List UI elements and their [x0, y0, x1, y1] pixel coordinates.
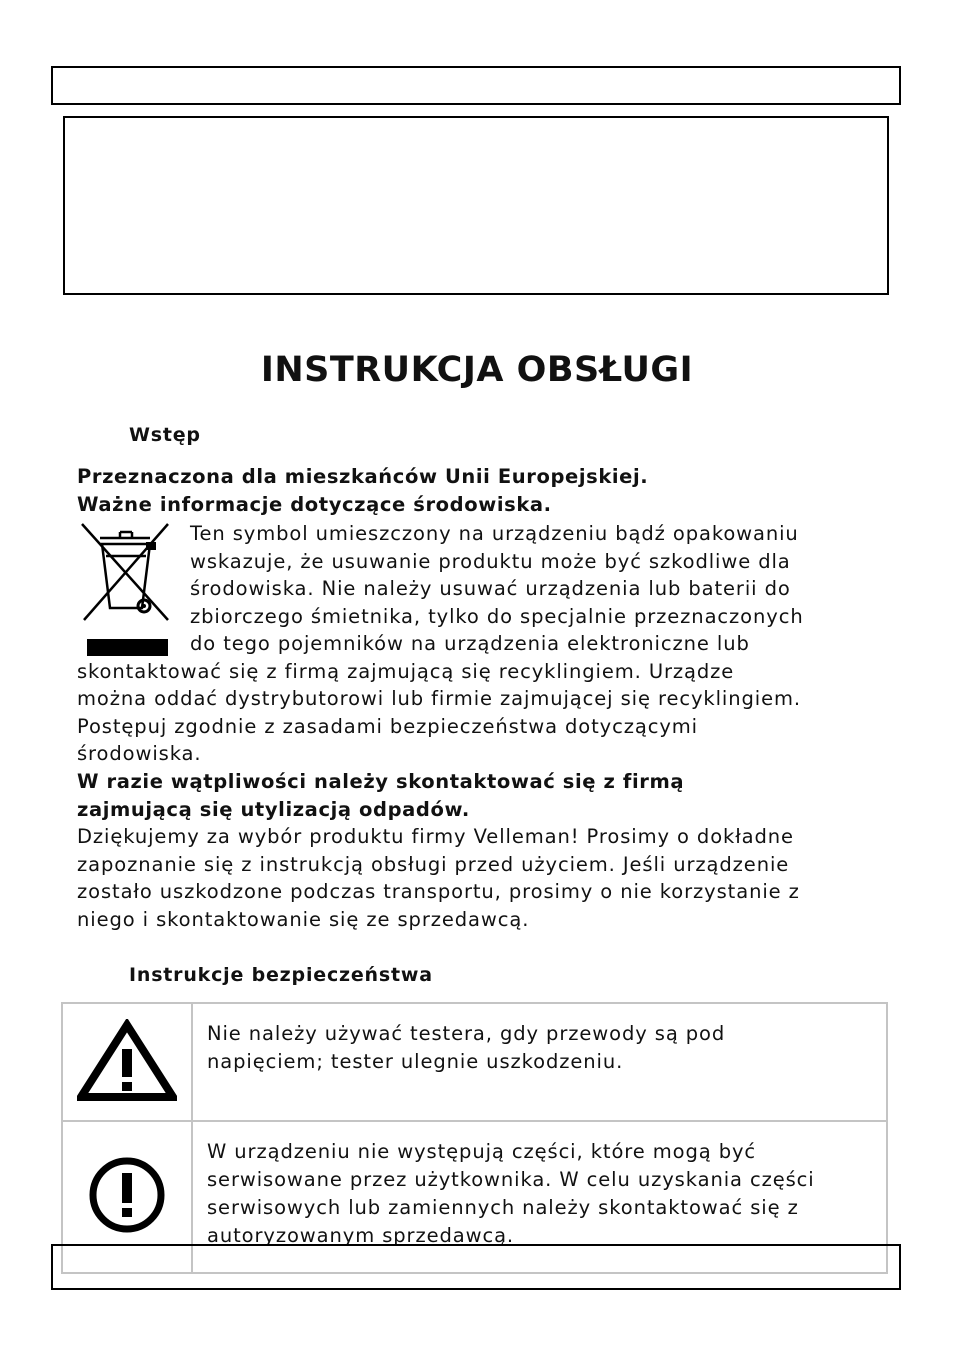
thanks-line: zostało uszkodzone podczas transportu, prosimy o nie korzystanie z — [77, 880, 800, 903]
header-band-box — [51, 66, 901, 105]
thanks-paragraph — [77, 823, 877, 933]
env-line: wskazuje, że usuwanie produktu może być szkodliwe dla — [190, 549, 791, 573]
safety-line: napięciem; tester ulegnie uszkodzeniu. — [207, 1050, 624, 1073]
warning-line: W razie wątpliwości należy skontaktować się z firmą — [77, 770, 685, 793]
safety-table — [61, 1002, 888, 1274]
safety-line: W urządzeniu nie występują części, które mogą być — [207, 1140, 757, 1163]
environment-paragraph — [77, 520, 877, 768]
thanks-line: Dziękujemy za wybór produktu firmy Velleman! Prosimy o dokładne — [77, 825, 794, 848]
env-line: można oddać dystrybutorowi lub firmie zajmującej się recyklingiem. — [77, 687, 801, 710]
warning-triangle-icon — [77, 1019, 177, 1101]
thanks-line: zapoznanie się z instrukcją obsługi przed użyciem. Jeśli urządzenie — [77, 852, 790, 876]
safety-line: Nie należy używać testera, gdy przewody są pod — [207, 1022, 726, 1045]
eu-notice-line: Przeznaczona dla mieszkańców Unii Europejskiej. — [77, 465, 649, 488]
env-line: Ten symbol umieszczony na urządzeniu bądź opakowaniu — [190, 522, 799, 545]
safety-line: autoryzowanym sprzedawcą. — [207, 1224, 515, 1247]
thanks-line: niego i skontaktowanie się ze sprzedawcą. — [77, 907, 530, 931]
safety-line: serwisowane przez użytkownika. W celu uzyskania części — [207, 1168, 815, 1191]
header-frame-box — [63, 116, 889, 295]
safety-row — [62, 1003, 887, 1121]
env-line: skontaktować się z firmą zajmującą się recyklingiem. Urządze — [77, 659, 735, 683]
safety-icon-cell — [62, 1003, 192, 1121]
disposal-warning — [77, 768, 877, 823]
env-line: do tego pojemników na urządzenia elektroniczne lub — [190, 632, 750, 655]
env-line: zbiorczego śmietnika, tylko do specjalnie przeznaczonych — [190, 604, 804, 628]
env-line: środowiska. — [77, 742, 202, 765]
exclamation-circle-icon — [87, 1155, 167, 1235]
env-line: środowiska. Nie należy usuwać urządzenia lub baterii do — [190, 577, 791, 600]
safety-heading: Instrukcje bezpieczeństwa — [129, 964, 433, 986]
page-title: INSTRUKCJA OBSŁUGI — [260, 350, 694, 390]
warning-line: zajmującą się utylizacją odpadów. — [77, 797, 470, 821]
safety-line: serwisowych lub zamiennych należy skontaktować się z — [207, 1196, 799, 1219]
env-line: Postępuj zgodnie z zasadami bezpieczeństwa dotyczącymi — [77, 714, 699, 738]
footer-band-box — [51, 1244, 901, 1290]
eu-notice — [77, 463, 877, 518]
safety-text-cell — [192, 1003, 887, 1121]
eu-notice-line: Ważne informacje dotyczące środowiska. — [77, 492, 552, 516]
intro-heading: Wstęp — [129, 424, 201, 446]
